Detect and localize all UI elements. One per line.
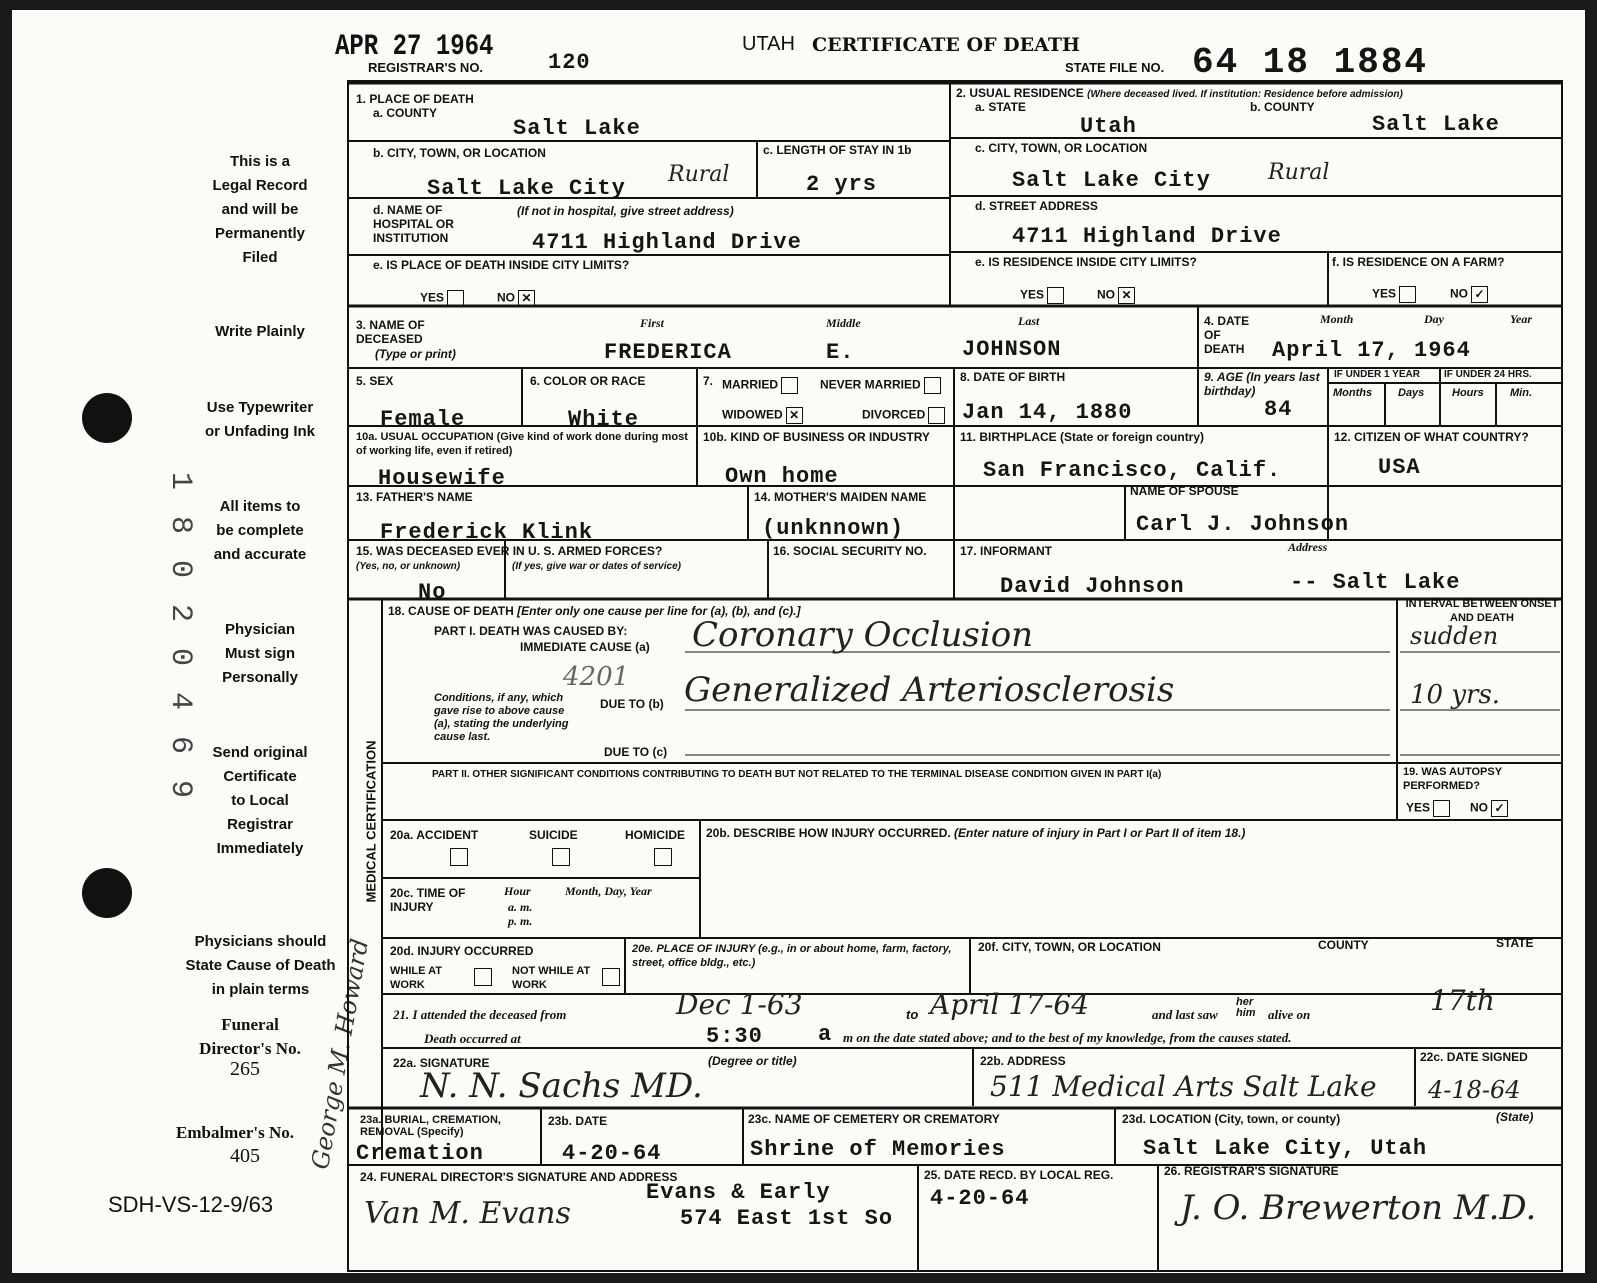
accident-checkbox[interactable] [450,848,468,866]
injury-county-label: COUNTY [1318,938,1369,952]
residence-state: Utah [1080,114,1137,139]
am-pm-label: a. m. p. m. [508,900,533,928]
embalmer-label: Embalmer's No. [176,1123,295,1142]
date-signed-label: 22c. DATE SIGNED [1420,1050,1528,1064]
physician-signature: N. N. Sachs MD. [420,1066,703,1106]
registrar-signature: J. O. Brewerton M.D. [1180,1188,1537,1228]
death-city: Salt Lake City [427,176,626,201]
spouse-name: Carl J. Johnson [1136,512,1350,537]
year-label: Year [1510,312,1532,326]
last-label: Last [1018,314,1040,328]
last-name: JOHNSON [962,337,1062,362]
physician-address-label: 22b. ADDRESS [980,1054,1066,1068]
received-date-stamp: APR 27 1964 [335,30,494,64]
registrar-no: 120 [548,50,591,75]
registrar-no-label: REGISTRAR'S NO. [368,60,484,75]
residence-city-note: Rural [1268,160,1330,185]
plain-terms-note: Physicians should State Cause of Death in plain terms [185,933,336,998]
age-label: 9. AGE (In years last birthday) [1204,370,1320,398]
death-city-limits-no: NO ✕ [497,290,535,307]
funeral-director: Evans & Early [646,1180,831,1205]
attended-label: 21. I attended the deceased from [393,1007,567,1022]
birthplace: San Francisco, Calif. [983,458,1282,483]
hospital-address: 4711 Highland Drive [532,230,802,255]
alive-on-date: 17th [1430,984,1495,1017]
street-label: d. STREET ADDRESS [975,199,1098,213]
armed-forces-note-1: (Yes, no, or unknown) [356,561,461,572]
part-1-label: PART I. DEATH WAS CAUSED BY: [434,624,628,638]
burial-location-label: 23d. LOCATION (City, town, or county) [1122,1112,1341,1126]
father-name: Frederick Klink [380,520,594,545]
while-at-work-label: WHILE AT WORK [390,965,442,991]
underlying-cause: Generalized Arteriosclerosis [684,670,1175,710]
stay-label: c. LENGTH OF STAY IN 1b [763,143,912,157]
suicide-checkbox[interactable] [552,848,570,866]
burial-location: Salt Lake City, Utah [1143,1136,1428,1161]
cemetery: Shrine of Memories [750,1137,1006,1162]
while-at-work-checkbox[interactable] [474,968,492,986]
page-title: CERTIFICATE OF DEATH [812,34,1080,56]
injury-state-label: STATE [1496,936,1534,950]
date-signed: 4-18-64 [1428,1076,1521,1104]
typewriter-note: Use Typewriter or Unfading Ink [205,399,315,440]
day-label: Day [1424,312,1444,326]
interval-b: 10 yrs. [1410,680,1501,710]
hospital-label: d. NAME OF HOSPITAL OR INSTITUTION [373,203,454,245]
social-security-label: 16. SOCIAL SECURITY NO. [773,544,927,558]
dob-label: 8. DATE OF BIRTH [960,370,1066,384]
length-of-stay: 2 yrs [806,172,878,197]
marital-label: 7. [703,374,714,388]
autopsy-no: NO ✓ [1470,800,1508,817]
sex-label: 5. SEX [356,374,394,388]
place-of-injury-label: 20e. PLACE OF INJURY (e.g., in or about home, farm, factory, street, office bldg., etc.) [632,943,952,969]
due-to-c-label: DUE TO (c) [604,745,668,759]
suicide-label: SUICIDE [529,828,578,842]
date-of-death: April 17, 1964 [1272,338,1471,363]
burial-date-label: 23b. DATE [548,1114,608,1128]
armed-forces-note-2: (If yes, give war or dates of service) [512,561,681,572]
death-city-note: Rural [668,162,730,187]
informant-address: -- Salt Lake [1290,570,1461,595]
state-file-label: STATE FILE NO. [1065,60,1165,75]
first-name: FREDERICA [604,340,732,365]
title-prefix: UTAH [742,33,795,55]
armed-forces-label: 15. WAS DECEASED EVER IN U. S. ARMED FORCES? [356,544,663,558]
complete-note: All items to be complete and accurate [213,498,307,563]
autopsy-yes: YES [1406,800,1450,817]
homicide-checkbox[interactable] [654,848,672,866]
farm-label: f. IS RESIDENCE ON A FARM? [1332,255,1505,269]
attended-to: April 17-64 [930,988,1090,1021]
middle-label: Middle [826,316,861,330]
not-while-at-work-label: NOT WHILE AT WORK [512,965,591,991]
age: 84 [1264,397,1293,422]
injury-occurred-label: 20d. INJURY OCCURRED [390,944,534,958]
middle-initial: E. [826,340,855,365]
part-2-label: PART II. OTHER SIGNIFICANT CONDITIONS CONTRIBUTING TO DEATH BUT NOT RELATED TO THE TERMINAL DISEASE CONDITION GIVEN IN PART I(a) [432,769,1162,780]
date-of-birth: Jan 14, 1880 [962,400,1133,425]
embalmer-no: 405 [230,1145,260,1167]
county-label: a. COUNTY [373,106,438,120]
birthplace-label: 11. BIRTHPLACE (State or foreign country) [960,430,1205,444]
residence-city-label: c. CITY, TOWN, OR LOCATION [975,141,1148,155]
under-24-hrs-label: IF UNDER 24 HRS. [1444,369,1532,380]
days-label: Days [1398,387,1425,399]
place-of-death-label: 1. PLACE OF DEATH [356,92,474,106]
citizen-label: 12. CITIZEN OF WHAT COUNTRY? [1334,430,1529,444]
min-label: Min. [1510,387,1532,399]
disposition-label: 23a. BURIAL, CREMATION, REMOVAL (Specify) [360,1114,501,1138]
under-1-year-label: IF UNDER 1 YEAR [1334,369,1420,380]
write-plainly-note: Write Plainly [215,323,305,340]
death-city-limits-yes: YES [420,290,464,307]
race: White [568,407,640,432]
cause-code: 4201 [563,662,630,692]
disposition: Cremation [356,1141,484,1166]
autopsy-label: 19. WAS AUTOPSY PERFORMED? [1403,766,1502,792]
informant: David Johnson [1000,574,1185,599]
death-city-limits-label: e. IS PLACE OF DEATH INSIDE CITY LIMITS? [373,258,630,272]
attended-from: Dec 1-63 [676,988,803,1021]
death-county: Salt Lake [513,116,641,141]
residence-county: Salt Lake [1372,112,1500,137]
state-file-no: 64 18 1884 [1192,42,1429,83]
immediate-cause: Coronary Occlusion [692,615,1034,655]
residence-state-label: a. STATE [975,100,1026,114]
burial-date: 4-20-64 [562,1141,662,1166]
hospital-note: (If not in hospital, give street address) [517,204,734,218]
spouse-label: NAME OF SPOUSE [1130,484,1239,498]
never-married-option: NEVER MARRIED [820,377,941,394]
time-of-death-ampm: a [818,1022,833,1047]
medical-certification-label: MEDICAL CERTIFICATION [363,740,379,903]
residence-limits-no: NO ✕ [1097,287,1135,304]
death-occurred-label: Death occurred at [424,1031,521,1046]
date-of-death-label: 4. DATE OF DEATH [1204,314,1250,356]
months-label: Months [1333,387,1373,399]
funeral-director-signature-label: 24. FUNERAL DIRECTOR'S SIGNATURE AND ADDRESS [360,1170,678,1184]
citizenship: USA [1378,455,1421,480]
accident-label: 20a. ACCIDENT [390,828,479,842]
funeral-director-signature: Van M. Evans [364,1196,571,1231]
hours-label: Hours [1452,387,1484,399]
alive-on-label: alive on [1268,1007,1311,1022]
time-of-death: 5:30 [706,1024,763,1049]
her-him-label: her him [1236,996,1256,1019]
form-number: SDH-VS-12-9/63 [108,1192,274,1217]
father-label: 13. FATHER'S NAME [356,490,473,504]
informant-label: 17. INFORMANT [960,544,1053,558]
interval-label: INTERVAL BETWEEN ONSET AND DEATH [1405,598,1559,624]
mdy-label: Month, Day, Year [565,884,652,898]
signature-label: 22a. SIGNATURE [393,1056,490,1070]
margin-signature: George M. Howard [305,936,375,1172]
hour-label: Hour [504,884,531,898]
married-option: MARRIED [722,377,798,394]
residence-city-limits-label: e. IS RESIDENCE INSIDE CITY LIMITS? [975,255,1197,269]
funeral-director-no: 265 [230,1058,260,1080]
conditions-note: Conditions, if any, which gave rise to above cause (a), stating the underlying cause last. [434,692,569,743]
divorced-option: DIVORCED [862,407,945,424]
homicide-label: HOMICIDE [625,828,685,842]
widowed-option: WIDOWED ✕ [722,407,803,424]
month-label: Month [1320,312,1354,326]
last-saw-label: and last saw [1152,1007,1218,1022]
date-received: 4-20-64 [930,1186,1030,1211]
sex: Female [380,407,466,432]
farm-no: NO ✓ [1450,286,1488,303]
to-label: to [906,1007,919,1022]
name-label: 3. NAME OF DECEASED [356,318,425,346]
time-of-injury-label: 20c. TIME OF INJURY [390,886,466,914]
legal-record-note: This is a Legal Record and will be Permanently Filed [212,153,308,266]
injury-city-label: 20f. CITY, TOWN, OR LOCATION [978,940,1161,954]
residence-limits-yes: YES [1020,287,1064,304]
residence-county-label: b. COUNTY [1250,100,1315,114]
business-label: 10b. KIND OF BUSINESS OR INDUSTRY [703,430,930,444]
physician-note: Physician Must sign Personally [222,621,298,686]
race-label: 6. COLOR OR RACE [530,374,646,388]
not-while-at-work-checkbox[interactable] [602,968,620,986]
cause-of-death-label: 18. CAUSE OF DEATH [Enter only one cause per line for (a), (b), and (c).] [388,604,801,618]
business: Own home [725,464,839,489]
residence-label: 2. USUAL RESIDENCE (Where deceased lived. If institution: Residence before admission) [956,86,1403,100]
death-city-label: b. CITY, TOWN, OR LOCATION [373,146,546,160]
mother-label: 14. MOTHER'S MAIDEN NAME [754,490,927,504]
injury-description-label: 20b. DESCRIBE HOW INJURY OCCURRED. (Enter nature of injury in Part I or Part II of item 18.) [706,826,1246,840]
address-label: Address [1288,540,1328,554]
funeral-director-label: Funeral Director's No. [199,1015,301,1058]
immediate-cause-label: IMMEDIATE CAUSE (a) [520,640,650,654]
funeral-director-address: 574 East 1st So [680,1206,894,1231]
degree-label: (Degree or title) [708,1054,797,1068]
registrar-signature-label: 26. REGISTRAR'S SIGNATURE [1164,1164,1339,1178]
date-received-label: 25. DATE RECD. BY LOCAL REG. [924,1168,1114,1182]
send-original-note: Send original Certificate to Local Registrar Immediately [212,744,308,857]
mother-maiden-name: (unknnown) [762,516,905,541]
physician-address: 511 Medical Arts Salt Lake [990,1070,1377,1103]
burial-state-label: (State) [1496,1110,1534,1124]
interval-a: sudden [1410,622,1499,650]
occupation: Housewife [378,466,506,491]
farm-yes: YES [1372,286,1416,303]
attestation-text: m on the date stated above; and to the best of my knowledge, from the causes stated. [843,1030,1292,1045]
residence-street: 4711 Highland Drive [1012,224,1282,249]
residence-city: Salt Lake City [1012,168,1211,193]
microfilm-number: 1 8 0 2 0 4 6 9 [163,471,197,803]
due-to-b-label: DUE TO (b) [600,697,664,711]
first-label: First [640,316,665,330]
name-note: (Type or print) [375,347,456,361]
cemetery-label: 23c. NAME OF CEMETERY OR CREMATORY [748,1112,1000,1126]
armed-forces: No [418,580,447,605]
occupation-label: 10a. USUAL OCCUPATION (Give kind of work done during most of working life, even if retired) [356,431,688,457]
